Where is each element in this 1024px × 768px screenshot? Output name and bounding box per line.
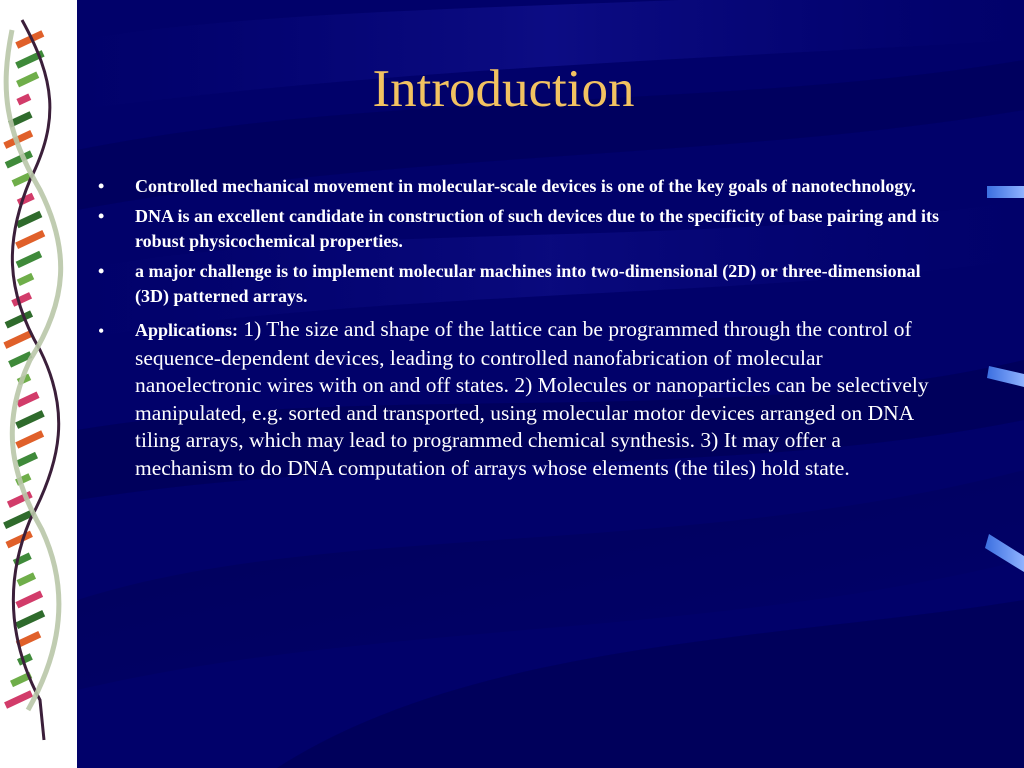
bullet-text: DNA is an excellent candidate in construction of such devices due to the specificity of base pairing and its robust physicochemical properties. [135, 206, 939, 251]
bullet-text: 1) The size and shape of the lattice can be programmed through the control of sequence-dependent devices, leading to controlled nanofabrication of molecular nanoelectronic wires with on and off states. 2) Molecules or nanoparticles can be selectively manipulated, e.g. sorted and transported, using molecular motor devices arranged on DNA tiling arrays, which may lead to programmed chemical synthesis. 3) It may offer a mechanism to do DNA computation of arrays whose elements (the tiles) hold state. [135, 317, 929, 480]
applications-label: Applications: [135, 320, 239, 340]
bullet-marker: • [98, 261, 105, 281]
edge-tab-1 [987, 186, 1024, 198]
dna-base-pair-rung [11, 292, 32, 307]
dna-base-pair-rung [15, 410, 45, 429]
dna-base-pair-rung [17, 273, 34, 286]
bullet-text: Controlled mechanical movement in molecular-scale devices is one of the key goals of nanotechnology. [135, 176, 916, 196]
dna-base-pair-rung [15, 230, 45, 249]
dna-base-pair-rung [15, 591, 43, 609]
bullet-item [98, 259, 943, 309]
bullet-marker: • [98, 206, 105, 226]
dna-base-pair-rung [3, 330, 33, 349]
bullet-text: a major challenge is to implement molecular machines into two-dimensional (2D) or three-dimensional (3D) patterned arrays. [135, 261, 921, 306]
dna-base-pair-rung [16, 72, 39, 88]
slide-title: Introduction [372, 60, 635, 118]
bullet-marker: • [98, 176, 105, 196]
dna-base-pair-rung [16, 93, 31, 105]
bullet-item [98, 316, 943, 482]
dna-base-pair-rung [15, 430, 44, 448]
dna-base-pair-rung [15, 610, 45, 629]
bullet-list [98, 174, 943, 487]
dna-base-pair-rung [17, 572, 36, 586]
dna-helix-icon [0, 0, 77, 768]
bullet-item [98, 204, 943, 254]
dna-base-pair-rung [16, 452, 38, 467]
dna-base-pair-rung [16, 251, 43, 268]
dna-base-pair-rung [5, 531, 32, 549]
bullet-item [98, 174, 943, 199]
bullet-marker: • [98, 321, 105, 341]
